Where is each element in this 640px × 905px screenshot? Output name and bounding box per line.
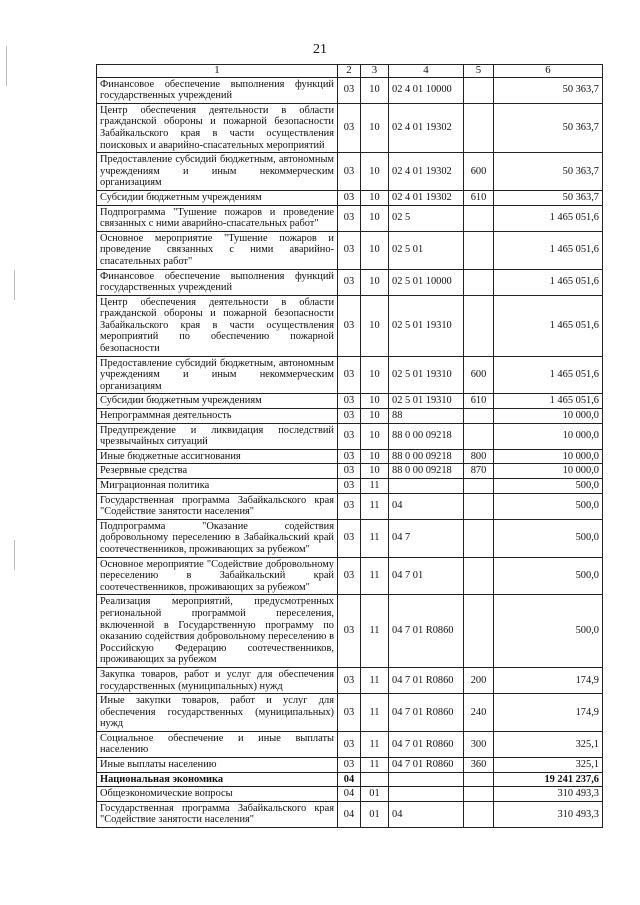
amount-cell: 174,9: [494, 694, 603, 732]
table-row: [97, 787, 603, 802]
target-article-cell: 04 7 01 R0860: [389, 667, 464, 693]
subsection-code-cell: 11: [361, 479, 389, 494]
table-header-row: [97, 65, 603, 78]
section-code-cell: 03: [338, 295, 361, 356]
expense-type-cell: [464, 595, 494, 668]
page-number: 21: [313, 42, 327, 57]
expense-type-cell: 800: [464, 449, 494, 464]
section-code-cell: 03: [338, 449, 361, 464]
table-row: [97, 295, 603, 356]
section-code-cell: 03: [338, 423, 361, 449]
amount-cell: 19 241 237,6: [494, 772, 603, 787]
row-name-cell: Иные закупки товаров, работ и услуг для обеспечения государственных (муниципальных) нужд: [97, 694, 338, 732]
row-name-cell: Финансовое обеспечение выполнения функций государственных учреждений: [97, 77, 338, 103]
target-article-cell: [389, 772, 464, 787]
expense-type-cell: 240: [464, 694, 494, 732]
section-code-cell: 03: [338, 479, 361, 494]
table-row: [97, 153, 603, 191]
expense-type-cell: [464, 493, 494, 519]
table-row: [97, 190, 603, 205]
amount-cell: 1 465 051,6: [494, 269, 603, 295]
expense-type-cell: [464, 479, 494, 494]
amount-cell: 1 465 051,6: [494, 394, 603, 409]
amount-cell: 10 000,0: [494, 464, 603, 479]
amount-cell: 325,1: [494, 758, 603, 773]
table-row: [97, 758, 603, 773]
expense-type-cell: 610: [464, 394, 494, 409]
amount-cell: 10 000,0: [494, 409, 603, 424]
section-code-cell: 03: [338, 205, 361, 231]
table-row: [97, 77, 603, 103]
section-code-cell: 03: [338, 493, 361, 519]
column-header: 6: [494, 65, 603, 78]
table-row: [97, 449, 603, 464]
table-row: [97, 409, 603, 424]
subsection-code-cell: 10: [361, 464, 389, 479]
expense-type-cell: 360: [464, 758, 494, 773]
row-name-cell: Иные выплаты населению: [97, 758, 338, 773]
subsection-code-cell: 10: [361, 356, 389, 394]
table-row: [97, 493, 603, 519]
expense-type-cell: 600: [464, 356, 494, 394]
table-row: [97, 269, 603, 295]
row-name-cell: Резервные средства: [97, 464, 338, 479]
amount-cell: 10 000,0: [494, 449, 603, 464]
expense-type-cell: [464, 557, 494, 595]
expense-type-cell: [464, 269, 494, 295]
section-code-cell: 03: [338, 103, 361, 152]
expense-type-cell: [464, 787, 494, 802]
section-code-cell: 04: [338, 801, 361, 827]
section-code-cell: 03: [338, 356, 361, 394]
target-article-cell: [389, 787, 464, 802]
section-code-cell: 03: [338, 731, 361, 757]
target-article-cell: 02 4 01 10000: [389, 77, 464, 103]
amount-cell: 1 465 051,6: [494, 231, 603, 269]
subsection-code-cell: 10: [361, 231, 389, 269]
row-name-cell: Национальная экономика: [97, 772, 338, 787]
expense-type-cell: [464, 409, 494, 424]
target-article-cell: 02 4 01 19302: [389, 103, 464, 152]
expense-type-cell: [464, 772, 494, 787]
scan-margin-mark: [14, 270, 15, 300]
target-article-cell: 88 0 00 09218: [389, 423, 464, 449]
subsection-code-cell: 11: [361, 557, 389, 595]
section-code-cell: 03: [338, 231, 361, 269]
amount-cell: 50 363,7: [494, 153, 603, 191]
target-article-cell: 04 7: [389, 519, 464, 557]
amount-cell: 500,0: [494, 595, 603, 668]
subsection-code-cell: 10: [361, 295, 389, 356]
column-header: 4: [389, 65, 464, 78]
section-code-cell: 03: [338, 519, 361, 557]
table-row: [97, 103, 603, 152]
target-article-cell: 02 4 01 19302: [389, 153, 464, 191]
table-row: [97, 519, 603, 557]
target-article-cell: 88: [389, 409, 464, 424]
expense-type-cell: [464, 801, 494, 827]
subsection-code-cell: 11: [361, 493, 389, 519]
table-row: [97, 423, 603, 449]
target-article-cell: 02 5 01 19310: [389, 295, 464, 356]
row-name-cell: Предоставление субсидий бюджетным, автономным учреждениям и иным некоммерческим организациям: [97, 153, 338, 191]
subsection-code-cell: 10: [361, 103, 389, 152]
section-code-cell: 03: [338, 153, 361, 191]
target-article-cell: 02 5 01 19310: [389, 394, 464, 409]
expense-type-cell: [464, 103, 494, 152]
section-code-cell: 04: [338, 772, 361, 787]
section-code-cell: 03: [338, 557, 361, 595]
scan-margin-mark: [6, 46, 7, 86]
table-row: [97, 231, 603, 269]
amount-cell: 500,0: [494, 493, 603, 519]
amount-cell: 1 465 051,6: [494, 205, 603, 231]
expense-type-cell: [464, 77, 494, 103]
target-article-cell: 02 5 01 19310: [389, 356, 464, 394]
subsection-code-cell: 11: [361, 731, 389, 757]
table-row: [97, 464, 603, 479]
table-row: [97, 205, 603, 231]
subsection-code-cell: 10: [361, 205, 389, 231]
target-article-cell: 88 0 00 09218: [389, 464, 464, 479]
target-article-cell: 02 5: [389, 205, 464, 231]
subsection-code-cell: 11: [361, 595, 389, 668]
subsection-code-cell: 10: [361, 449, 389, 464]
subsection-code-cell: 11: [361, 694, 389, 732]
row-name-cell: Социальное обеспечение и иные выплаты населению: [97, 731, 338, 757]
row-name-cell: Центр обеспечения деятельности в области гражданской обороны и пожарной безопасности Забайкальского края в части осуществления мероприятий по обеспечению пожарной безопасности: [97, 295, 338, 356]
table-row: [97, 772, 603, 787]
target-article-cell: 04 7 01 R0860: [389, 731, 464, 757]
row-name-cell: Центр обеспечения деятельности в области гражданской обороны и пожарной безопасности Забайкальского края в части осуществления поисковых и аварийно-спасательных мероприятий: [97, 103, 338, 152]
target-article-cell: 04 7 01 R0860: [389, 758, 464, 773]
expense-type-cell: 600: [464, 153, 494, 191]
expense-type-cell: 200: [464, 667, 494, 693]
budget-table: [96, 64, 603, 828]
section-code-cell: 03: [338, 667, 361, 693]
section-code-cell: 04: [338, 787, 361, 802]
table-row: [97, 667, 603, 693]
row-name-cell: Непрограммная деятельность: [97, 409, 338, 424]
amount-cell: 1 465 051,6: [494, 295, 603, 356]
expense-type-cell: 610: [464, 190, 494, 205]
section-code-cell: 03: [338, 394, 361, 409]
subsection-code-cell: 01: [361, 801, 389, 827]
target-article-cell: 04 7 01: [389, 557, 464, 595]
table-row: [97, 394, 603, 409]
row-name-cell: Основное мероприятие "Содействие добровольному переселению в Забайкальский край соотечественников, проживающих за рубежом": [97, 557, 338, 595]
row-name-cell: Предоставление субсидий бюджетным, автономным учреждениям и иным некоммерческим организациям: [97, 356, 338, 394]
column-header: 1: [97, 65, 338, 78]
section-code-cell: 03: [338, 464, 361, 479]
subsection-code-cell: 10: [361, 423, 389, 449]
target-article-cell: 04 7 01 R0860: [389, 694, 464, 732]
amount-cell: 500,0: [494, 479, 603, 494]
row-name-cell: Субсидии бюджетным учреждениям: [97, 394, 338, 409]
subsection-code-cell: 10: [361, 269, 389, 295]
subsection-code-cell: 10: [361, 190, 389, 205]
amount-cell: 10 000,0: [494, 423, 603, 449]
section-code-cell: 03: [338, 409, 361, 424]
section-code-cell: 03: [338, 694, 361, 732]
row-name-cell: Иные бюджетные ассигнования: [97, 449, 338, 464]
target-article-cell: 04: [389, 493, 464, 519]
expense-type-cell: 300: [464, 731, 494, 757]
expense-type-cell: [464, 205, 494, 231]
subsection-code-cell: 01: [361, 787, 389, 802]
target-article-cell: 02 4 01 19302: [389, 190, 464, 205]
target-article-cell: 02 5 01 10000: [389, 269, 464, 295]
amount-cell: 174,9: [494, 667, 603, 693]
section-code-cell: 03: [338, 190, 361, 205]
expense-type-cell: [464, 423, 494, 449]
subsection-code-cell: 10: [361, 409, 389, 424]
section-code-cell: 03: [338, 77, 361, 103]
row-name-cell: Государственная программа Забайкальского края "Содействие занятости населения": [97, 493, 338, 519]
expense-type-cell: [464, 519, 494, 557]
subsection-code-cell: 11: [361, 758, 389, 773]
amount-cell: 50 363,7: [494, 77, 603, 103]
row-name-cell: Государственная программа Забайкальского края "Содействие занятости населения": [97, 801, 338, 827]
row-name-cell: Общеэкономические вопросы: [97, 787, 338, 802]
row-name-cell: Реализация мероприятий, предусмотренных региональной программой переселения, включенной в Государственную программу по оказанию содействия добровольному переселению в Российскую Федерацию соотечественников, проживающих за рубежом: [97, 595, 338, 668]
row-name-cell: Закупка товаров, работ и услуг для обеспечения государственных (муниципальных) нужд: [97, 667, 338, 693]
section-code-cell: 03: [338, 269, 361, 295]
subsection-code-cell: 11: [361, 667, 389, 693]
amount-cell: 325,1: [494, 731, 603, 757]
row-name-cell: Подпрограмма "Оказание содействия добровольному переселению в Забайкальский край соотечественников, проживающих за рубежом": [97, 519, 338, 557]
table-row: [97, 694, 603, 732]
row-name-cell: Подпрограмма "Тушение пожаров и проведение связанных с ними аварийно-спасательных работ": [97, 205, 338, 231]
amount-cell: 500,0: [494, 519, 603, 557]
amount-cell: 310 493,3: [494, 801, 603, 827]
scan-margin-mark: [14, 540, 15, 570]
table-row: [97, 801, 603, 827]
target-article-cell: [389, 479, 464, 494]
section-code-cell: 03: [338, 758, 361, 773]
amount-cell: 310 493,3: [494, 787, 603, 802]
target-article-cell: 02 5 01: [389, 231, 464, 269]
expense-type-cell: 870: [464, 464, 494, 479]
amount-cell: 500,0: [494, 557, 603, 595]
expense-type-cell: [464, 231, 494, 269]
column-header: 2: [338, 65, 361, 78]
column-header: 3: [361, 65, 389, 78]
expense-type-cell: [464, 295, 494, 356]
amount-cell: 1 465 051,6: [494, 356, 603, 394]
subsection-code-cell: [361, 772, 389, 787]
subsection-code-cell: 11: [361, 519, 389, 557]
subsection-code-cell: 10: [361, 77, 389, 103]
row-name-cell: Предупреждение и ликвидация последствий чрезвычайных ситуаций: [97, 423, 338, 449]
row-name-cell: Субсидии бюджетным учреждениям: [97, 190, 338, 205]
section-code-cell: 03: [338, 595, 361, 668]
table-row: [97, 479, 603, 494]
table-row: [97, 731, 603, 757]
subsection-code-cell: 10: [361, 153, 389, 191]
target-article-cell: 88 0 00 09218: [389, 449, 464, 464]
table-row: [97, 356, 603, 394]
row-name-cell: Миграционная политика: [97, 479, 338, 494]
amount-cell: 50 363,7: [494, 190, 603, 205]
target-article-cell: 04: [389, 801, 464, 827]
subsection-code-cell: 10: [361, 394, 389, 409]
table-row: [97, 595, 603, 668]
amount-cell: 50 363,7: [494, 103, 603, 152]
table-row: [97, 557, 603, 595]
column-header: 5: [464, 65, 494, 78]
target-article-cell: 04 7 01 R0860: [389, 595, 464, 668]
row-name-cell: Основное мероприятие "Тушение пожаров и проведение связанных с ними аварийно-спасательных работ": [97, 231, 338, 269]
row-name-cell: Финансовое обеспечение выполнения функций государственных учреждений: [97, 269, 338, 295]
